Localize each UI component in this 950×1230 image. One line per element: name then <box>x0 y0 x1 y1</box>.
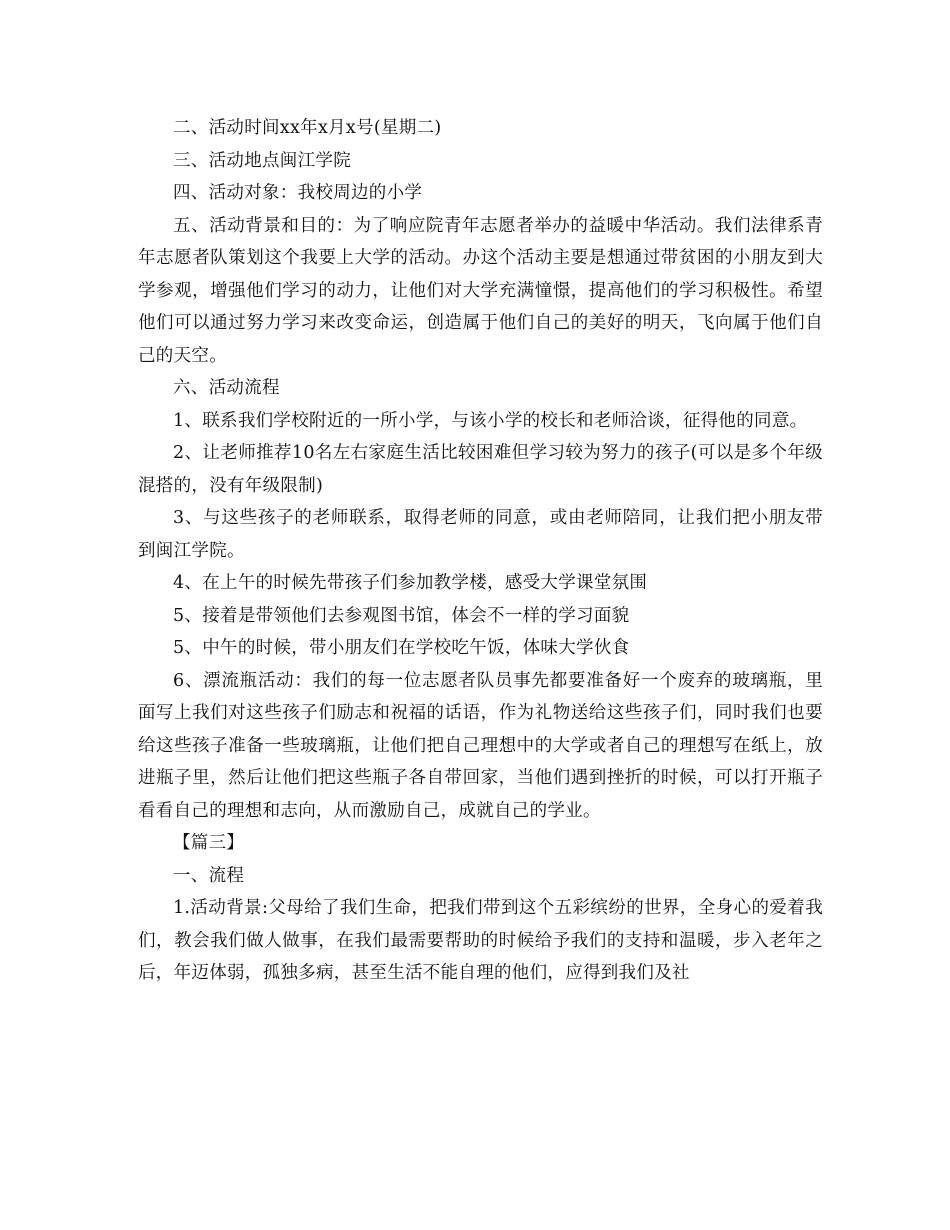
paragraph-step-4: 4、在上午的时候先带孩子们参加教学楼，感受大学课堂氛围 <box>173 573 648 593</box>
paragraph-background-purpose: 五、活动背景和目的：为了响应院青年志愿者举办的益暖中华活动。我们法律系青年志愿者队策划这个我要上大学的活动。办这个活动主要是想通过带贫困的小朋友到大学参观，增强他们学习的动力，让他们对大学充满憧憬，提高他们的学习积极性。希望他们可以通过努力学习来改变命运，创造属于他们自己的美好的明天，飞向属于他们自己的天空。 <box>138 215 823 366</box>
paragraph-flow-heading: 一、流程 <box>173 865 245 886</box>
paragraph-process-heading: 六、活动流程 <box>173 378 280 398</box>
paragraph-step-6-drift-bottle: 6、漂流瓶活动：我们的每一位志愿者队员事先都要准备好一个废弃的玻璃瓶，里面写上我们对这些孩子们励志和祝福的话语，作为礼物送给这些孩子们，同时我们也要给这些孩子准备一些玻璃瓶，让他们把自己理想中的大学或者自己的理想写在纸上，放进瓶子里，然后让他们把这些瓶子各自带回家，当他们遇到挫折的时候，可以打开瓶子看看自己的理想和志向，从而激励自己，成就自己的学业。 <box>138 670 823 821</box>
paragraph-activity-location: 三、活动地点闽江学院 <box>173 150 351 171</box>
paragraph-step-5-lunch: 5、中午的时候，带小朋友们在学校吃午饭，体味大学伙食 <box>173 638 630 658</box>
paragraph-activity-time: 二、活动时间xx年x月x号(星期二) <box>173 118 442 138</box>
paragraph-activity-target: 四、活动对象：我校周边的小学 <box>173 183 423 203</box>
document-body <box>138 112 823 990</box>
paragraph-flow-background: 1.活动背景:父母给了我们生命，把我们带到这个五彩缤纷的世界，全身心的爱着我们，教会我们做人做事，在我们最需要帮助的时候给予我们的支持和温暖，步入老年之后，年迈体弱，孤独多病，甚至生活不能自理的他们，应得到我们及社 <box>138 898 823 983</box>
paragraph-section-three-heading: 【篇三】 <box>173 833 245 853</box>
paragraph-step-1: 1、联系我们学校附近的一所小学，与该小学的校长和老师洽谈，征得他的同意。 <box>173 410 808 431</box>
paragraph-step-3: 3、与这些孩子的老师联系，取得老师的同意，或由老师陪同，让我们把小朋友带到闽江学院。 <box>138 508 823 561</box>
paragraph-step-5-library: 5、接着是带领他们去参观图书馆，体会不一样的学习面貌 <box>173 605 630 626</box>
paragraph-step-2: 2、让老师推荐10名左右家庭生活比较困难但学习较为努力的孩子(可以是多个年级混搭的，没有年级限制) <box>138 443 823 496</box>
